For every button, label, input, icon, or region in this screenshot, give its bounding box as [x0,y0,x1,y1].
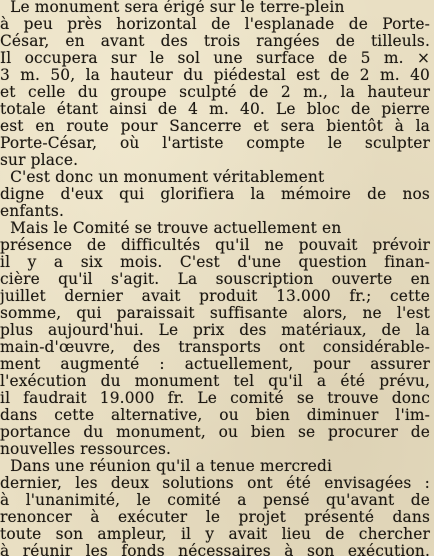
article-line: portance du monument, ou bien se procurer de [0,423,430,441]
article-line: à peu près horizontal de l'esplanade de Porte- [0,15,430,33]
article-line: dans cette alternative, ou bien diminuer l'im- [0,406,430,424]
article-line: ment augmenté : actuellement, pour assurer [0,355,430,373]
article-line: et celle du groupe sculpté de 2 m., la hauteur [0,83,430,101]
article-line: il y a six mois. C'est d'une question finan- [0,253,430,271]
article-line: digne d'eux qui glorifiera la mémoire de nos [0,185,430,203]
article-line: Le monument sera érigé sur le terre-plein [0,0,345,16]
article-line: à réunir les fonds nécessaires à son exécution. [0,542,430,556]
article-line: renoncer à exécuter le projet présenté dans [0,508,430,526]
article-line: somme, qui paraissait suffisante alors, ne l'est [0,304,430,322]
article-line: sur place. [0,151,79,169]
article-line: est en route pour Sancerre et sera bientôt à la [0,117,430,135]
article-line: César, en avant des trois rangées de tilleuls. [0,32,430,50]
article-line: dernier, les deux solutions ont été envisagées : [0,474,430,492]
article-line: Porte-César, où l'artiste compte le sculpter [0,134,430,152]
article-line: C'est donc un monument véritablement [0,168,325,186]
article-line: cière qu'il s'agit. La souscription ouverte en [0,270,430,288]
article-line: il faudrait 19.000 fr. Le comité se trouve donc [0,389,430,407]
article-line: 3 m. 50, la hauteur du piédestal est de 2 m. 40 [0,66,430,84]
article-line: présence de difficultés qu'il ne pouvait prévoir [0,236,430,254]
article-line: Il occupera sur le sol une surface de 5 m. × [0,49,430,67]
article-line: enfants. [0,202,64,220]
article-line: totale étant ainsi de 4 m. 40. Le bloc de pierre [0,100,430,118]
article-line: Dans une réunion qu'il a tenue mercredi [0,457,333,475]
article-line: juillet dernier avait produit 13.000 fr.; cette [0,287,430,305]
article-line: Mais le Comité se trouve actuellement en [0,219,342,237]
article-line: à l'unanimité, le comité a pensé qu'avant de [0,491,430,509]
article-line: l'exécution du monument tel qu'il a été prévu, [0,372,430,390]
article-line: plus aujourd'hui. Le prix des matériaux, de la [0,321,430,339]
article-line: main-d'œuvre, des transports ont considérable- [0,338,430,356]
article-line: nouvelles ressources. [0,440,172,458]
article-line: toute son ampleur, il y avait lieu de chercher [0,525,430,543]
